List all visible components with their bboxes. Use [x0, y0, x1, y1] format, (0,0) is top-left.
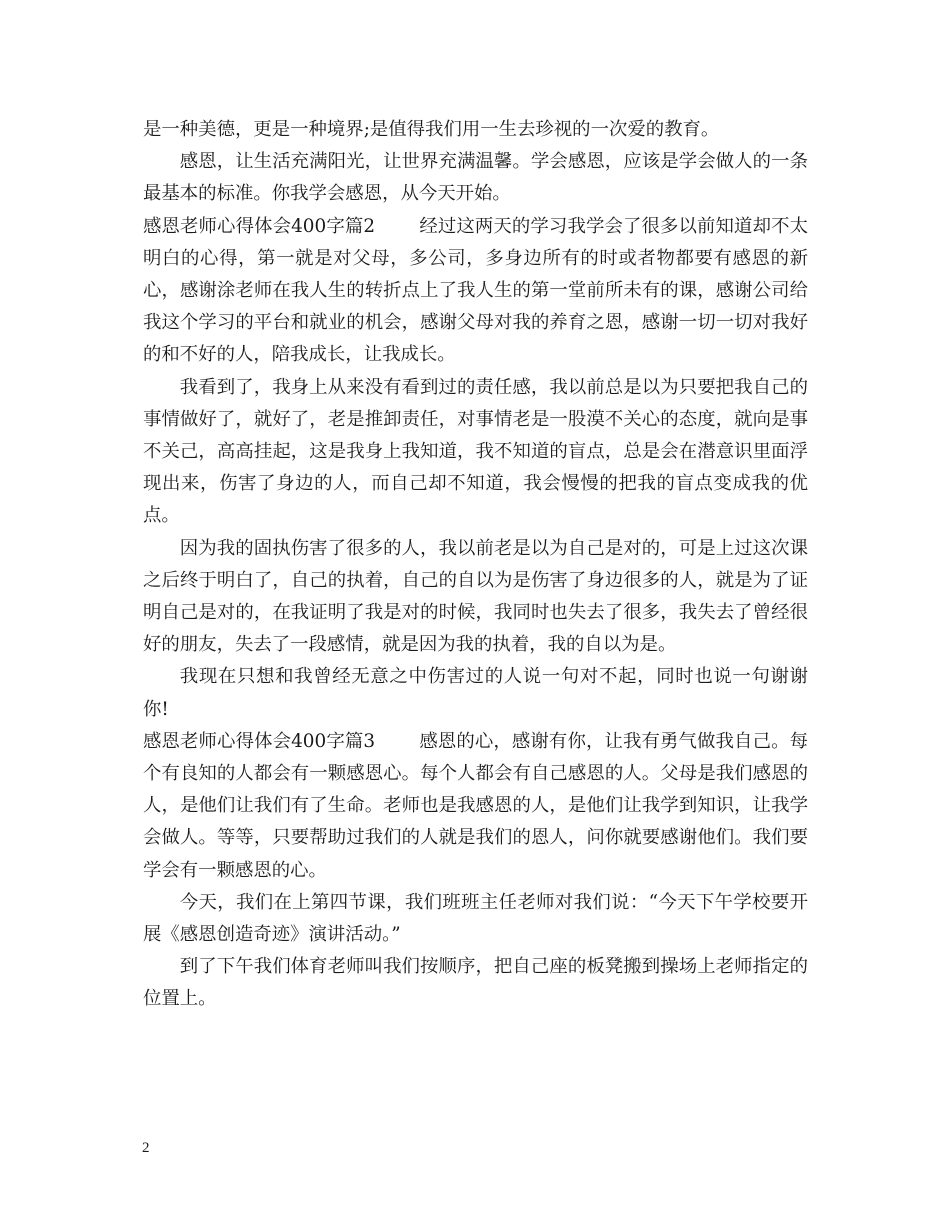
paragraph-speech-event	[143, 887, 808, 951]
section-2-paragraph	[143, 211, 808, 372]
paragraph-apology	[143, 661, 808, 725]
paragraph-stubbornness	[143, 533, 808, 662]
section-title: 感恩老师心得体会400字篇3	[143, 730, 376, 752]
paragraph-bench-moving	[143, 951, 808, 1015]
paragraph-continuation	[143, 114, 808, 146]
paragraph-text: 因为我的固执伤害了很多的人，我以前老是以为自己是对的，可是上过这次课之后终于明白了，自己的执着，自己的自以为是伤害了身边很多的人，就是为了证明自己是对的，在我证明了我是对的时候，我同时也失去了很多，我失去了曾经很好的朋友，失去了一段感情，就是因为我的执着，我的自以为是。	[143, 537, 808, 656]
document-body	[143, 114, 808, 1016]
section-3-paragraph	[143, 726, 808, 887]
paragraph-text: 感恩，让生活充满阳光，让世界充满温馨。学会感恩，应该是学会做人的一条最基本的标准。你我学会感恩，从今天开始。	[143, 151, 808, 205]
paragraph-text: 是一种美德，更是一种境界;是值得我们用一生去珍视的一次爱的教育。	[143, 119, 720, 140]
section-title: 感恩老师心得体会400字篇2	[143, 215, 376, 237]
paragraph-text: 到了下午我们体育老师叫我们按顺序，把自己座的板凳搬到操场上老师指定的位置上。	[143, 956, 808, 1010]
paragraph-gratitude-standard	[143, 146, 808, 210]
paragraph-text: 感恩的心，感谢有你，让我有勇气做我自己。每个有良知的人都会有一颗感恩心。每个人都会有自己感恩的人。父母是我们感恩的人，是他们让我们有了生命。老师也是我感恩的人，是他们让我学到知识，让我学会做人。等等，只要帮助过我们的人就是我们的恩人，问你就要感谢他们。我们要学会有一颗感恩的心。	[143, 730, 808, 881]
paragraph-text: 我现在只想和我曾经无意之中伤害过的人说一句对不起，同时也说一句谢谢你!	[143, 666, 808, 720]
page-number: 2	[142, 1140, 150, 1156]
paragraph-text: 我看到了，我身上从来没有看到过的责任感，我以前总是以为只要把我自己的事情做好了，就好了，老是推卸责任，对事情老是一股漠不关心的态度，就向是事不关己，高高挂起，这是我身上我知道，我不知道的盲点，总是会在潜意识里面浮现出来，伤害了身边的人，而自己却不知道，我会慢慢的把我的盲点变成我的优点。	[143, 376, 808, 527]
paragraph-text: 经过这两天的学习我学会了很多以前知道却不太明白的心得，第一就是对父母，多公司，多身边所有的时或者物都要有感恩的新心，感谢涂老师在我人生的转折点上了我人生的第一堂前所未有的课，感谢公司给我这个学习的平台和就业的机会，感谢父母对我的养育之恩，感谢一切一切对我好的和不好的人，陪我成长，让我成长。	[143, 215, 808, 366]
paragraph-text: 今天，我们在上第四节课，我们班班主任老师对我们说：“今天下午学校要开展《感恩创造奇迹》演讲活动。”	[143, 891, 808, 946]
paragraph-responsibility	[143, 372, 808, 533]
